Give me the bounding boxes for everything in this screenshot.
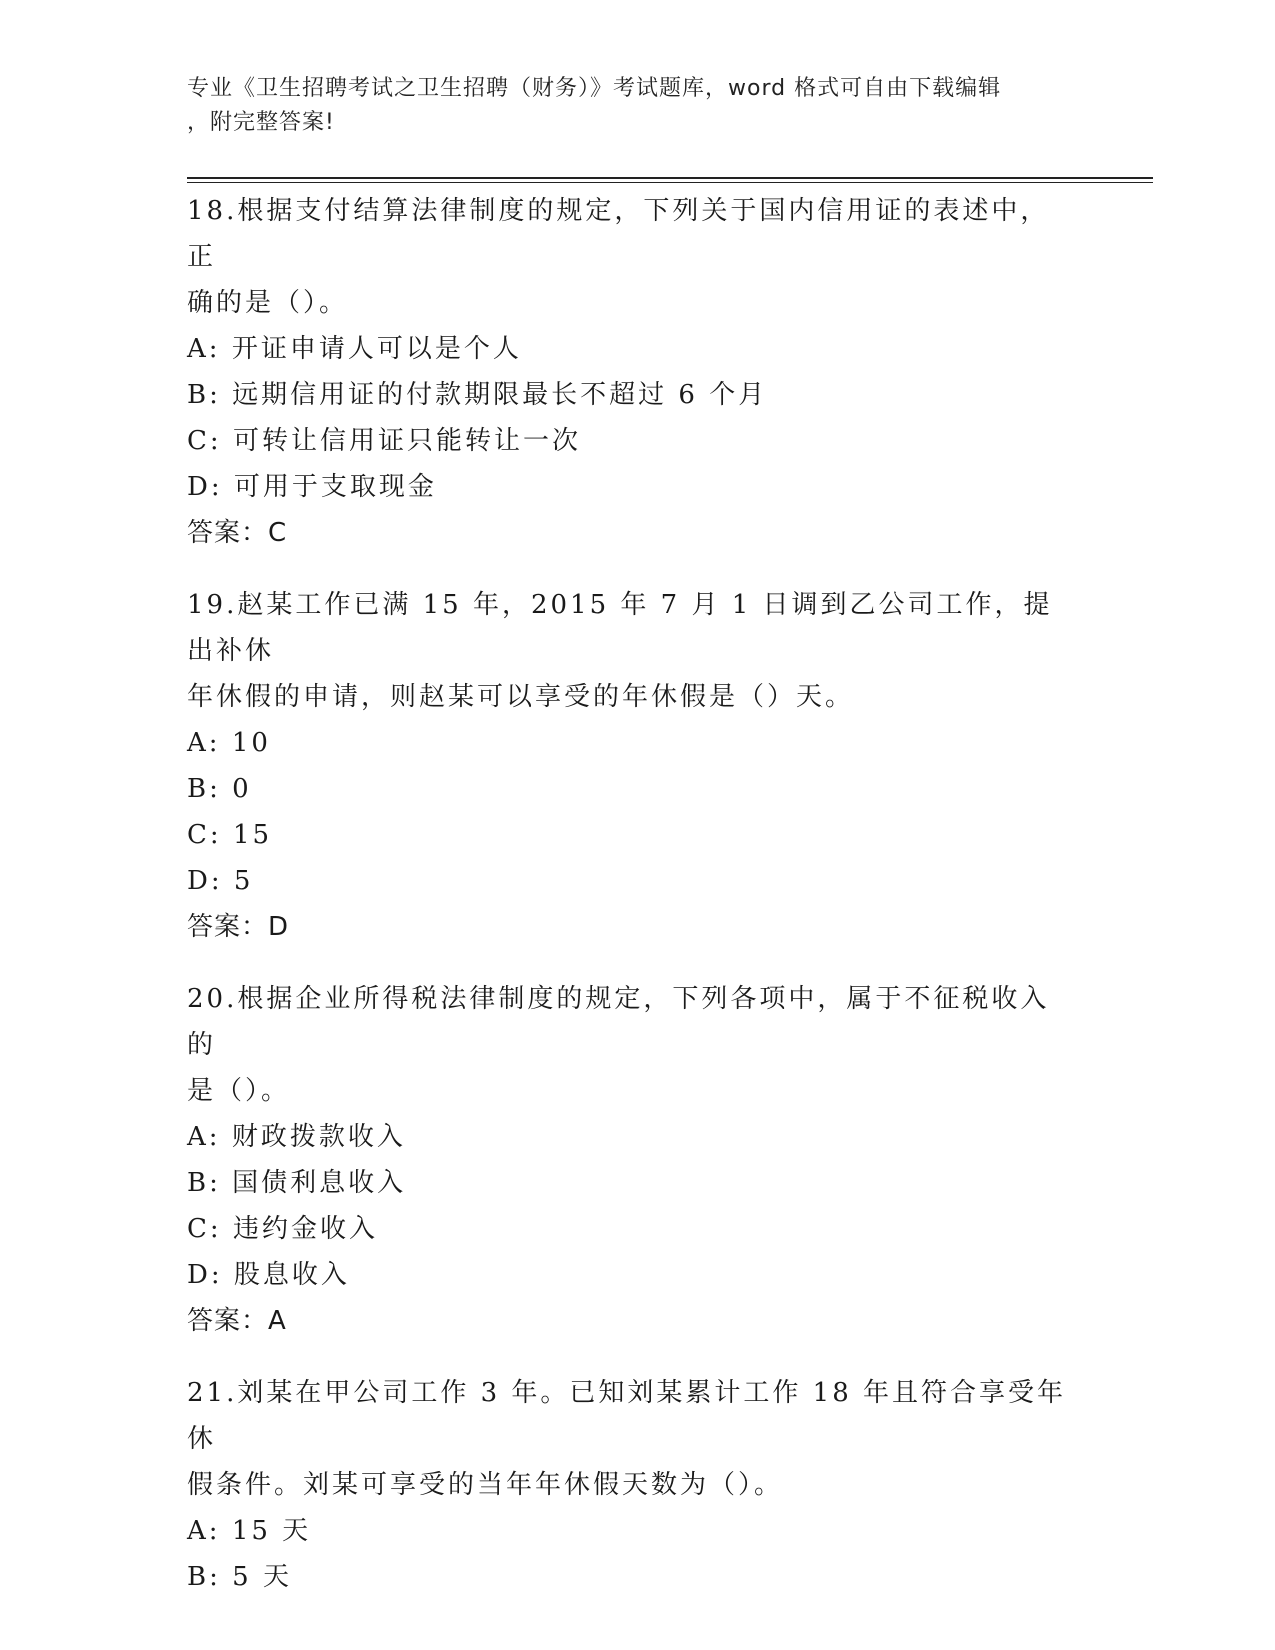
option-d: D: 5 bbox=[187, 866, 254, 896]
question-stem-line-2: 是（）。 bbox=[187, 1076, 291, 1106]
option-d: D: 可用于支取现金 bbox=[187, 472, 437, 502]
option-text: 0 bbox=[232, 774, 252, 804]
option-a: A: 15 天 bbox=[187, 1516, 312, 1546]
option-letter: A bbox=[187, 1122, 209, 1152]
option-text: 可用于支取现金 bbox=[233, 472, 437, 502]
option-text: 15 天 bbox=[231, 1516, 312, 1546]
option-text: 15 bbox=[232, 820, 273, 850]
option-c: C: 违约金收入 bbox=[187, 1214, 378, 1244]
question-stem-line-2: 确的是（）。 bbox=[187, 288, 349, 318]
question-stem-line-1: 18.根据支付结算法律制度的规定，下列关于国内信用证的表述中，正 bbox=[187, 196, 1050, 272]
option-c: C: 可转让信用证只能转让一次 bbox=[187, 426, 581, 456]
option-d: D: 股息收入 bbox=[187, 1260, 350, 1290]
option-letter: D bbox=[187, 472, 211, 502]
option-letter: C bbox=[187, 426, 210, 456]
document-header bbox=[187, 72, 1067, 140]
question-stem bbox=[187, 976, 1077, 1114]
option-text: 违约金收入 bbox=[232, 1214, 378, 1244]
option-text: 5 天 bbox=[232, 1562, 292, 1592]
header-divider-thin bbox=[187, 182, 1153, 183]
option-a: A: 财政拨款收入 bbox=[187, 1122, 406, 1152]
option-text: 开证申请人可以是个人 bbox=[231, 334, 522, 364]
option-letter: B bbox=[187, 1168, 210, 1198]
answer-line: 答案：D bbox=[187, 912, 290, 942]
option-letter: D bbox=[187, 1260, 211, 1290]
option-c: C: 15 bbox=[187, 820, 273, 850]
option-text: 可转让信用证只能转让一次 bbox=[232, 426, 581, 456]
option-text: 远期信用证的付款期限最长不超过 6 个月 bbox=[232, 380, 768, 410]
option-letter: C bbox=[187, 820, 210, 850]
question-stem-line-2: 假条件。刘某可享受的当年年休假天数为（）。 bbox=[187, 1470, 784, 1500]
option-b: B: 国债利息收入 bbox=[187, 1168, 407, 1198]
option-a: A: 开证申请人可以是个人 bbox=[187, 334, 522, 364]
header-line-2: ，附完整答案! bbox=[187, 110, 335, 135]
question-19 bbox=[187, 582, 1077, 950]
question-18 bbox=[187, 188, 1077, 556]
option-letter: B bbox=[187, 774, 210, 804]
question-list bbox=[187, 188, 1077, 1626]
option-letter: A bbox=[187, 728, 209, 758]
option-letter: B bbox=[187, 380, 210, 410]
option-a: A: 10 bbox=[187, 728, 271, 758]
option-b: B: 5 天 bbox=[187, 1562, 292, 1592]
question-stem bbox=[187, 582, 1077, 720]
question-stem-line-2: 年休假的申请，则赵某可以享受的年休假是（）天。 bbox=[187, 682, 855, 712]
answer-line: 答案：C bbox=[187, 518, 288, 548]
header-line-1: 专业《卫生招聘考试之卫生招聘（财务）》考试题库，word 格式可自由下载编辑 bbox=[187, 76, 1002, 101]
question-stem-line-1: 20.根据企业所得税法律制度的规定，下列各项中，属于不征税收入的 bbox=[187, 984, 1050, 1060]
answer-line: 答案：A bbox=[187, 1306, 287, 1336]
option-b: B: 0 bbox=[187, 774, 252, 804]
option-letter: D bbox=[187, 866, 211, 896]
option-letter: A bbox=[187, 1516, 209, 1546]
option-text: 5 bbox=[233, 866, 254, 896]
question-21 bbox=[187, 1370, 1077, 1600]
option-letter: C bbox=[187, 1214, 210, 1244]
option-text: 国债利息收入 bbox=[232, 1168, 407, 1198]
question-stem bbox=[187, 188, 1077, 326]
option-b: B: 远期信用证的付款期限最长不超过 6 个月 bbox=[187, 380, 768, 410]
header-divider-thick bbox=[187, 177, 1153, 179]
option-text: 股息收入 bbox=[233, 1260, 350, 1290]
option-text: 财政拨款收入 bbox=[231, 1122, 406, 1152]
question-stem-line-1: 19.赵某工作已满 15 年，2015 年 7 月 1 日调到乙公司工作，提出补休 bbox=[187, 590, 1053, 666]
question-stem-line-1: 21.刘某在甲公司工作 3 年。已知刘某累计工作 18 年且符合享受年休 bbox=[187, 1378, 1067, 1454]
question-stem bbox=[187, 1370, 1077, 1508]
option-text: 10 bbox=[231, 728, 271, 758]
option-letter: B bbox=[187, 1562, 210, 1592]
question-20 bbox=[187, 976, 1077, 1344]
option-letter: A bbox=[187, 334, 209, 364]
